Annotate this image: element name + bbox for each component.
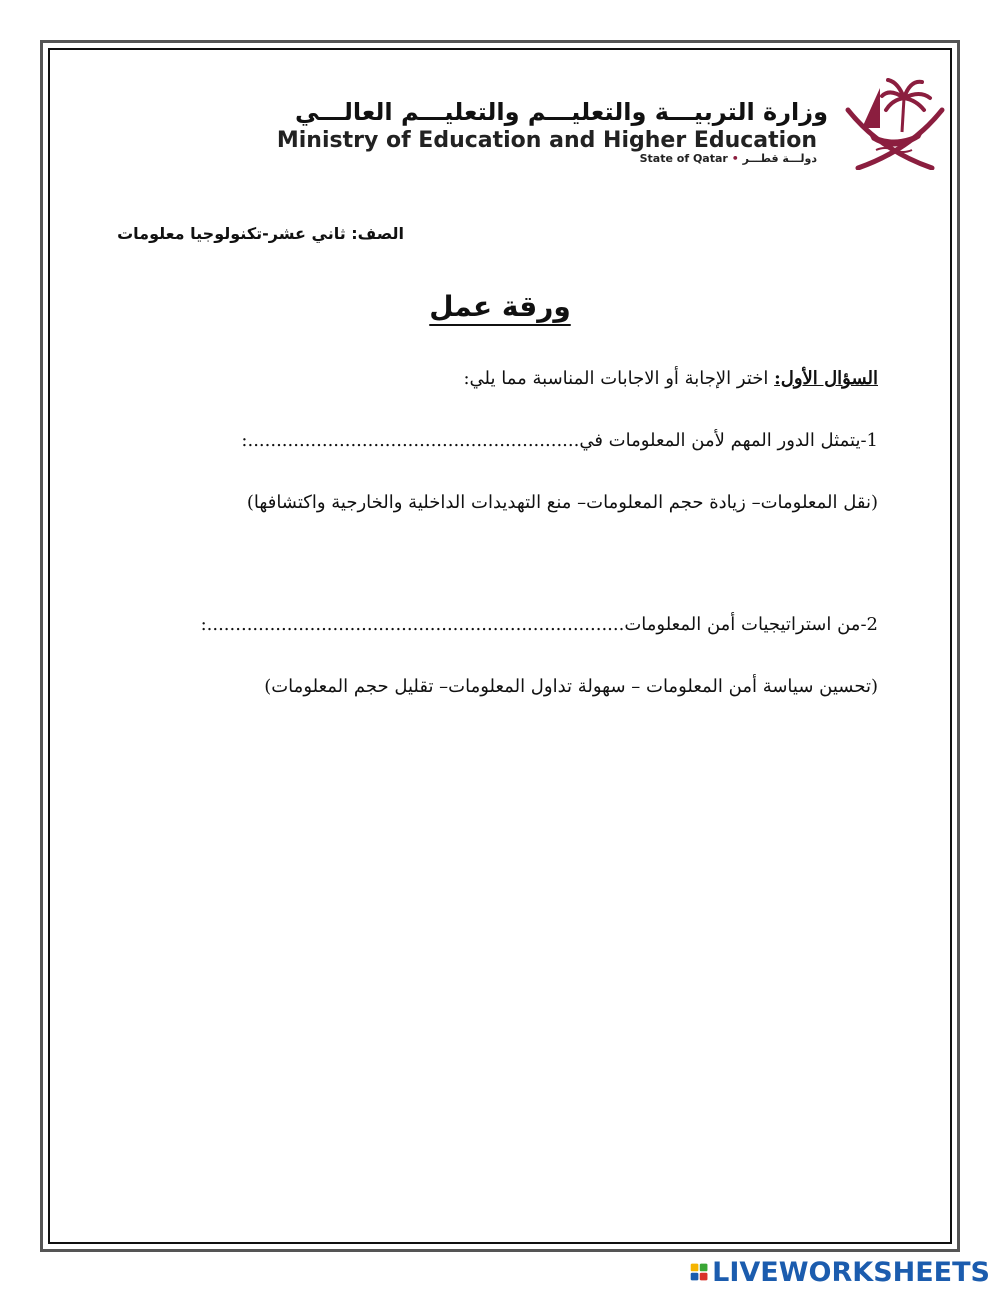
state-line — [530, 152, 817, 165]
separator-dot-icon: • — [731, 152, 739, 165]
item-1-options: (نقل المعلومات– زيادة حجم المعلومات– منع التهديدات الداخلية والخارجية واكتشافها) — [246, 492, 878, 513]
item-2-stem[interactable]: 2-من استراتيجيات أمن المعلومات.........................................................................: — [200, 614, 878, 635]
page-frame — [40, 40, 960, 1252]
question-heading — [118, 368, 878, 389]
item-2-options: (تحسين سياسة أمن المعلومات – سهولة تداول المعلومات– تقليل حجم المعلومات) — [264, 676, 878, 697]
liveworksheets-brand — [690, 1254, 990, 1290]
liveworksheets-wordmark: LIVEWORKSHEETS — [712, 1256, 990, 1288]
state-name-arabic: دولـــة قطـــر — [742, 152, 817, 165]
worksheet-title — [50, 290, 950, 323]
qatar-emblem-icon — [840, 70, 950, 170]
state-name-english: State of Qatar — [639, 152, 728, 165]
worksheet-title-text: ورقة عمل — [429, 290, 571, 323]
ministry-name-english: Ministry of Education and Higher Education — [276, 128, 817, 153]
question-instruction: اختر الإجابة أو الاجابات المناسبة مما يلي: — [463, 368, 775, 389]
liveworksheets-logo-icon — [690, 1259, 708, 1285]
grade-line: الصف: ثاني عشر-تكنولوجيا معلومات — [117, 224, 404, 243]
item-1-stem[interactable]: 1-يتمثل الدور المهم لأمن المعلومات في..........................................................: — [241, 430, 878, 451]
ministry-name-arabic: وزارة التربيـــة والتعليـــم والتعليـــم العالـــي — [294, 98, 828, 126]
question-label: السؤال الأول: — [774, 368, 878, 389]
page-border — [48, 48, 952, 1244]
